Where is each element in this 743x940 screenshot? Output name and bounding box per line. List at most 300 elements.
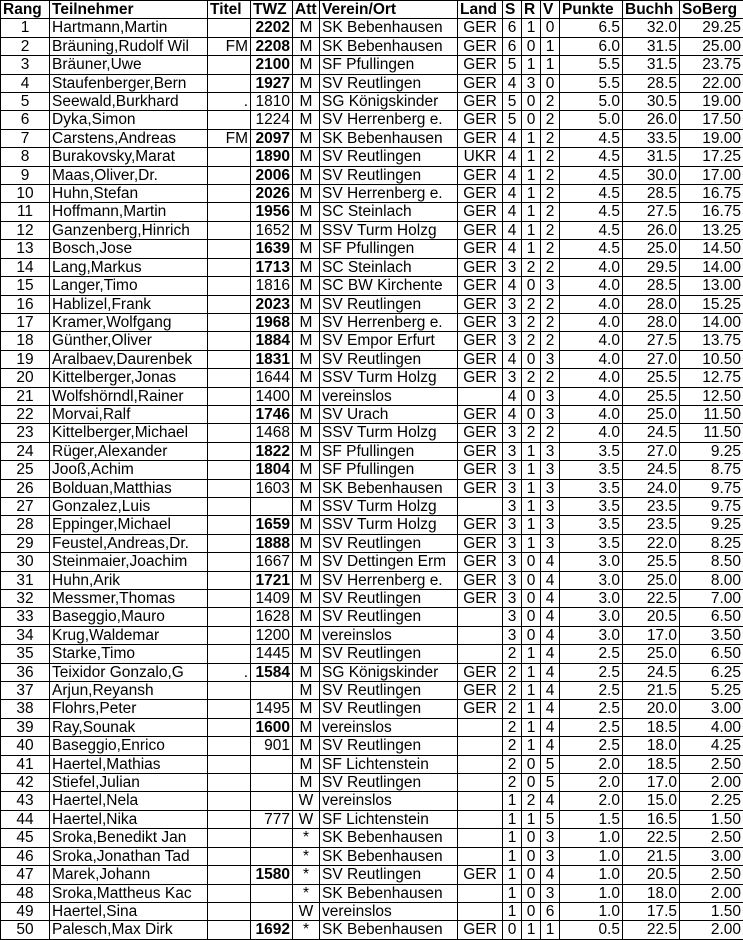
buchholz-cell: 24.5 bbox=[623, 461, 680, 479]
player-name-cell: Haertel,Sina bbox=[50, 902, 208, 920]
wins-cell: 3 bbox=[503, 497, 522, 515]
club-cell: SV Herrenberg e. bbox=[320, 313, 458, 331]
draws-cell: 2 bbox=[522, 313, 541, 331]
draws-cell: 1 bbox=[522, 56, 541, 74]
rang-cell: 12 bbox=[1, 221, 50, 239]
draws-cell: 1 bbox=[522, 700, 541, 718]
points-cell: 4.0 bbox=[560, 332, 623, 350]
sonneborn-berger-cell: 2.50 bbox=[680, 866, 743, 884]
points-cell: 6.0 bbox=[560, 37, 623, 55]
club-cell: SK Bebenhausen bbox=[320, 829, 458, 847]
rating-cell: 2202 bbox=[251, 19, 293, 37]
sonneborn-berger-cell: 3.00 bbox=[680, 847, 743, 865]
wins-cell: 5 bbox=[503, 93, 522, 111]
draws-cell: 1 bbox=[522, 221, 541, 239]
country-cell: GER bbox=[458, 19, 503, 37]
points-cell: 1.5 bbox=[560, 810, 623, 828]
club-cell: vereinslos bbox=[320, 626, 458, 644]
sonneborn-berger-cell: 2.50 bbox=[680, 755, 743, 773]
rating-cell: 1804 bbox=[251, 461, 293, 479]
sonneborn-berger-cell: 5.25 bbox=[680, 682, 743, 700]
draws-cell: 0 bbox=[522, 553, 541, 571]
player-name-cell: Kittelberger,Jonas bbox=[50, 369, 208, 387]
country-cell bbox=[458, 847, 503, 865]
attribute-cell: M bbox=[293, 277, 320, 295]
sonneborn-berger-cell: 6.25 bbox=[680, 663, 743, 681]
points-cell: 2.5 bbox=[560, 700, 623, 718]
losses-cell: 4 bbox=[541, 737, 560, 755]
buchholz-cell: 25.0 bbox=[623, 240, 680, 258]
title-cell bbox=[208, 461, 251, 479]
wins-cell: 1 bbox=[503, 810, 522, 828]
sonneborn-berger-cell: 7.00 bbox=[680, 590, 743, 608]
rang-cell: 18 bbox=[1, 332, 50, 350]
draws-cell: 1 bbox=[522, 240, 541, 258]
title-cell bbox=[208, 755, 251, 773]
title-cell bbox=[208, 295, 251, 313]
title-cell bbox=[208, 590, 251, 608]
wins-cell: 3 bbox=[503, 369, 522, 387]
title-cell bbox=[208, 737, 251, 755]
country-cell bbox=[458, 902, 503, 920]
rating-cell: 1468 bbox=[251, 424, 293, 442]
draws-cell: 0 bbox=[522, 387, 541, 405]
rating-cell: 1927 bbox=[251, 74, 293, 92]
rating-cell bbox=[251, 792, 293, 810]
draws-cell: 1 bbox=[522, 166, 541, 184]
title-cell bbox=[208, 148, 251, 166]
club-cell: SV Reutlingen bbox=[320, 74, 458, 92]
title-cell bbox=[208, 792, 251, 810]
table-row bbox=[1, 884, 743, 902]
buchholz-cell: 18.0 bbox=[623, 737, 680, 755]
club-cell: SV Reutlingen bbox=[320, 350, 458, 368]
draws-cell: 3 bbox=[522, 74, 541, 92]
buchholz-cell: 20.5 bbox=[623, 866, 680, 884]
club-cell: SV Herrenberg e. bbox=[320, 185, 458, 203]
club-cell: SV Urach bbox=[320, 405, 458, 423]
attribute-cell: M bbox=[293, 405, 320, 423]
wins-cell: 3 bbox=[503, 295, 522, 313]
sonneborn-berger-cell: 11.50 bbox=[680, 405, 743, 423]
sonneborn-berger-cell: 4.00 bbox=[680, 718, 743, 736]
draws-cell: 1 bbox=[522, 185, 541, 203]
country-cell: GER bbox=[458, 571, 503, 589]
losses-cell: 4 bbox=[541, 700, 560, 718]
table-row bbox=[1, 755, 743, 773]
draws-cell: 2 bbox=[522, 295, 541, 313]
attribute-cell: * bbox=[293, 884, 320, 902]
buchholz-cell: 25.5 bbox=[623, 553, 680, 571]
club-cell: SV Reutlingen bbox=[320, 166, 458, 184]
points-cell: 4.5 bbox=[560, 148, 623, 166]
table-row bbox=[1, 369, 743, 387]
sonneborn-berger-cell: 17.25 bbox=[680, 148, 743, 166]
attribute-cell: M bbox=[293, 258, 320, 276]
points-cell: 5.0 bbox=[560, 93, 623, 111]
wins-cell: 1 bbox=[503, 884, 522, 902]
player-name-cell: Jooß,Achim bbox=[50, 461, 208, 479]
club-cell: SV Reutlingen bbox=[320, 534, 458, 552]
rang-cell: 45 bbox=[1, 829, 50, 847]
sonneborn-berger-cell: 14.00 bbox=[680, 258, 743, 276]
buchholz-cell: 31.5 bbox=[623, 37, 680, 55]
player-name-cell: Eppinger,Michael bbox=[50, 516, 208, 534]
buchholz-cell: 29.5 bbox=[623, 258, 680, 276]
buchholz-cell: 18.5 bbox=[623, 718, 680, 736]
losses-cell: 4 bbox=[541, 792, 560, 810]
header-row bbox=[1, 1, 743, 19]
losses-cell: 3 bbox=[541, 497, 560, 515]
country-cell bbox=[458, 774, 503, 792]
player-name-cell: Gonzalez,Luis bbox=[50, 497, 208, 515]
buchholz-cell: 28.5 bbox=[623, 277, 680, 295]
rang-cell: 28 bbox=[1, 516, 50, 534]
table-row bbox=[1, 240, 743, 258]
draws-cell: 0 bbox=[522, 590, 541, 608]
rang-cell: 21 bbox=[1, 387, 50, 405]
wins-cell: 3 bbox=[503, 516, 522, 534]
country-cell: GER bbox=[458, 369, 503, 387]
player-name-cell: Starke,Timo bbox=[50, 645, 208, 663]
buchholz-cell: 32.0 bbox=[623, 19, 680, 37]
buchholz-cell: 27.0 bbox=[623, 350, 680, 368]
losses-cell: 2 bbox=[541, 203, 560, 221]
sonneborn-berger-cell: 9.25 bbox=[680, 442, 743, 460]
rang-cell: 36 bbox=[1, 663, 50, 681]
table-row bbox=[1, 277, 743, 295]
title-cell bbox=[208, 553, 251, 571]
losses-cell: 2 bbox=[541, 185, 560, 203]
losses-cell: 3 bbox=[541, 829, 560, 847]
wins-cell: 4 bbox=[503, 185, 522, 203]
country-cell bbox=[458, 755, 503, 773]
losses-cell: 5 bbox=[541, 774, 560, 792]
losses-cell: 2 bbox=[541, 166, 560, 184]
rang-cell: 43 bbox=[1, 792, 50, 810]
col-header-land: Land bbox=[458, 1, 503, 19]
club-cell: SK Bebenhausen bbox=[320, 19, 458, 37]
draws-cell: 0 bbox=[522, 277, 541, 295]
losses-cell: 3 bbox=[541, 350, 560, 368]
attribute-cell: M bbox=[293, 461, 320, 479]
player-name-cell: Staufenberger,Bern bbox=[50, 74, 208, 92]
player-name-cell: Hartmann,Martin bbox=[50, 19, 208, 37]
title-cell bbox=[208, 56, 251, 74]
sonneborn-berger-cell: 25.00 bbox=[680, 37, 743, 55]
club-cell: SV Reutlingen bbox=[320, 737, 458, 755]
title-cell bbox=[208, 902, 251, 920]
buchholz-cell: 30.5 bbox=[623, 93, 680, 111]
buchholz-cell: 15.0 bbox=[623, 792, 680, 810]
country-cell: GER bbox=[458, 313, 503, 331]
club-cell: SG Königskinder bbox=[320, 663, 458, 681]
club-cell: SF Pfullingen bbox=[320, 240, 458, 258]
title-cell bbox=[208, 516, 251, 534]
sonneborn-berger-cell: 2.00 bbox=[680, 921, 743, 939]
col-header-v: V bbox=[541, 1, 560, 19]
losses-cell: 4 bbox=[541, 663, 560, 681]
sonneborn-berger-cell: 12.50 bbox=[680, 387, 743, 405]
rang-cell: 40 bbox=[1, 737, 50, 755]
wins-cell: 1 bbox=[503, 866, 522, 884]
rating-cell bbox=[251, 884, 293, 902]
country-cell: GER bbox=[458, 185, 503, 203]
sonneborn-berger-cell: 13.00 bbox=[680, 277, 743, 295]
player-name-cell: Wolfshörndl,Rainer bbox=[50, 387, 208, 405]
player-name-cell: Dyka,Simon bbox=[50, 111, 208, 129]
attribute-cell: W bbox=[293, 810, 320, 828]
player-name-cell: Teixidor Gonzalo,G bbox=[50, 663, 208, 681]
losses-cell: 3 bbox=[541, 461, 560, 479]
rang-cell: 8 bbox=[1, 148, 50, 166]
club-cell: SSV Turm Holzg bbox=[320, 221, 458, 239]
attribute-cell: M bbox=[293, 590, 320, 608]
buchholz-cell: 33.5 bbox=[623, 129, 680, 147]
rang-cell: 46 bbox=[1, 847, 50, 865]
table-row bbox=[1, 774, 743, 792]
sonneborn-berger-cell: 13.25 bbox=[680, 221, 743, 239]
losses-cell: 4 bbox=[541, 571, 560, 589]
rang-cell: 34 bbox=[1, 626, 50, 644]
club-cell: SV Reutlingen bbox=[320, 295, 458, 313]
table-row bbox=[1, 921, 743, 939]
title-cell bbox=[208, 203, 251, 221]
attribute-cell: M bbox=[293, 166, 320, 184]
attribute-cell: W bbox=[293, 902, 320, 920]
player-name-cell: Günther,Oliver bbox=[50, 332, 208, 350]
table-row bbox=[1, 571, 743, 589]
losses-cell: 4 bbox=[541, 626, 560, 644]
points-cell: 4.5 bbox=[560, 129, 623, 147]
rating-cell bbox=[251, 774, 293, 792]
wins-cell: 3 bbox=[503, 608, 522, 626]
draws-cell: 1 bbox=[522, 737, 541, 755]
buchholz-cell: 26.0 bbox=[623, 221, 680, 239]
country-cell: GER bbox=[458, 534, 503, 552]
losses-cell: 4 bbox=[541, 682, 560, 700]
club-cell: SV Reutlingen bbox=[320, 774, 458, 792]
country-cell: GER bbox=[458, 442, 503, 460]
losses-cell: 1 bbox=[541, 56, 560, 74]
points-cell: 3.5 bbox=[560, 497, 623, 515]
table-row bbox=[1, 350, 743, 368]
buchholz-cell: 20.0 bbox=[623, 700, 680, 718]
sonneborn-berger-cell: 6.50 bbox=[680, 608, 743, 626]
wins-cell: 3 bbox=[503, 571, 522, 589]
sonneborn-berger-cell: 4.25 bbox=[680, 737, 743, 755]
sonneborn-berger-cell: 17.50 bbox=[680, 111, 743, 129]
draws-cell: 0 bbox=[522, 755, 541, 773]
buchholz-cell: 24.0 bbox=[623, 479, 680, 497]
attribute-cell: M bbox=[293, 516, 320, 534]
attribute-cell: M bbox=[293, 350, 320, 368]
country-cell bbox=[458, 884, 503, 902]
country-cell: GER bbox=[458, 129, 503, 147]
rating-cell bbox=[251, 682, 293, 700]
country-cell: GER bbox=[458, 663, 503, 681]
wins-cell: 6 bbox=[503, 37, 522, 55]
losses-cell: 4 bbox=[541, 718, 560, 736]
attribute-cell: M bbox=[293, 700, 320, 718]
title-cell bbox=[208, 221, 251, 239]
sonneborn-berger-cell: 13.75 bbox=[680, 332, 743, 350]
col-header-s: S bbox=[503, 1, 522, 19]
table-row bbox=[1, 866, 743, 884]
rating-cell: 1831 bbox=[251, 350, 293, 368]
points-cell: 3.0 bbox=[560, 590, 623, 608]
draws-cell: 1 bbox=[522, 203, 541, 221]
country-cell: GER bbox=[458, 516, 503, 534]
wins-cell: 3 bbox=[503, 258, 522, 276]
player-name-cell: Seewald,Burkhard bbox=[50, 93, 208, 111]
losses-cell: 4 bbox=[541, 608, 560, 626]
title-cell bbox=[208, 166, 251, 184]
wins-cell: 4 bbox=[503, 166, 522, 184]
buchholz-cell: 18.5 bbox=[623, 755, 680, 773]
rang-cell: 30 bbox=[1, 553, 50, 571]
table-row bbox=[1, 700, 743, 718]
attribute-cell: M bbox=[293, 221, 320, 239]
losses-cell: 2 bbox=[541, 332, 560, 350]
rating-cell: 1200 bbox=[251, 626, 293, 644]
attribute-cell: M bbox=[293, 313, 320, 331]
buchholz-cell: 24.5 bbox=[623, 424, 680, 442]
title-cell bbox=[208, 350, 251, 368]
table-row bbox=[1, 645, 743, 663]
points-cell: 3.5 bbox=[560, 534, 623, 552]
attribute-cell: M bbox=[293, 240, 320, 258]
buchholz-cell: 21.5 bbox=[623, 847, 680, 865]
attribute-cell: M bbox=[293, 479, 320, 497]
table-row bbox=[1, 718, 743, 736]
buchholz-cell: 28.0 bbox=[623, 295, 680, 313]
rating-cell: 1884 bbox=[251, 332, 293, 350]
rang-cell: 20 bbox=[1, 369, 50, 387]
club-cell: SSV Turm Holzg bbox=[320, 497, 458, 515]
table-row bbox=[1, 497, 743, 515]
points-cell: 5.0 bbox=[560, 111, 623, 129]
sonneborn-berger-cell: 16.75 bbox=[680, 203, 743, 221]
club-cell: SK Bebenhausen bbox=[320, 884, 458, 902]
country-cell bbox=[458, 737, 503, 755]
player-name-cell: Sroka,Mattheus Kac bbox=[50, 884, 208, 902]
rating-cell: 2100 bbox=[251, 56, 293, 74]
draws-cell: 0 bbox=[522, 774, 541, 792]
title-cell: FM bbox=[208, 129, 251, 147]
attribute-cell: * bbox=[293, 921, 320, 939]
points-cell: 3.0 bbox=[560, 626, 623, 644]
table-row bbox=[1, 56, 743, 74]
losses-cell: 3 bbox=[541, 479, 560, 497]
draws-cell: 0 bbox=[522, 37, 541, 55]
buchholz-cell: 31.5 bbox=[623, 148, 680, 166]
losses-cell: 1 bbox=[541, 37, 560, 55]
attribute-cell: M bbox=[293, 129, 320, 147]
table-row bbox=[1, 516, 743, 534]
points-cell: 3.5 bbox=[560, 479, 623, 497]
wins-cell: 3 bbox=[503, 313, 522, 331]
title-cell bbox=[208, 682, 251, 700]
player-name-cell: Bräuner,Uwe bbox=[50, 56, 208, 74]
rang-cell: 38 bbox=[1, 700, 50, 718]
buchholz-cell: 27.5 bbox=[623, 332, 680, 350]
table-row bbox=[1, 111, 743, 129]
buchholz-cell: 22.5 bbox=[623, 921, 680, 939]
club-cell: vereinslos bbox=[320, 387, 458, 405]
losses-cell: 2 bbox=[541, 221, 560, 239]
rang-cell: 50 bbox=[1, 921, 50, 939]
club-cell: SK Bebenhausen bbox=[320, 847, 458, 865]
points-cell: 4.0 bbox=[560, 295, 623, 313]
rang-cell: 49 bbox=[1, 902, 50, 920]
sonneborn-berger-cell: 2.00 bbox=[680, 774, 743, 792]
rang-cell: 13 bbox=[1, 240, 50, 258]
table-row bbox=[1, 479, 743, 497]
table-row bbox=[1, 405, 743, 423]
rating-cell: 1968 bbox=[251, 313, 293, 331]
points-cell: 4.5 bbox=[560, 221, 623, 239]
sonneborn-berger-cell: 8.00 bbox=[680, 571, 743, 589]
country-cell: GER bbox=[458, 405, 503, 423]
rang-cell: 5 bbox=[1, 93, 50, 111]
club-cell: SF Pfullingen bbox=[320, 461, 458, 479]
rang-cell: 16 bbox=[1, 295, 50, 313]
col-header-soberg: SoBerg bbox=[680, 1, 743, 19]
wins-cell: 4 bbox=[503, 240, 522, 258]
buchholz-cell: 28.0 bbox=[623, 313, 680, 331]
title-cell bbox=[208, 313, 251, 331]
rang-cell: 24 bbox=[1, 442, 50, 460]
buchholz-cell: 25.0 bbox=[623, 645, 680, 663]
player-name-cell: Lang,Markus bbox=[50, 258, 208, 276]
wins-cell: 2 bbox=[503, 663, 522, 681]
sonneborn-berger-cell: 9.75 bbox=[680, 479, 743, 497]
wins-cell: 4 bbox=[503, 405, 522, 423]
points-cell: 4.0 bbox=[560, 405, 623, 423]
sonneborn-berger-cell: 12.75 bbox=[680, 369, 743, 387]
buchholz-cell: 28.5 bbox=[623, 185, 680, 203]
points-cell: 3.5 bbox=[560, 461, 623, 479]
title-cell bbox=[208, 185, 251, 203]
losses-cell: 0 bbox=[541, 74, 560, 92]
attribute-cell: M bbox=[293, 37, 320, 55]
points-cell: 0.5 bbox=[560, 921, 623, 939]
col-header-punkte: Punkte bbox=[560, 1, 623, 19]
losses-cell: 6 bbox=[541, 902, 560, 920]
club-cell: SV Empor Erfurt bbox=[320, 332, 458, 350]
title-cell bbox=[208, 277, 251, 295]
wins-cell: 3 bbox=[503, 424, 522, 442]
buchholz-cell: 20.5 bbox=[623, 608, 680, 626]
sonneborn-berger-cell: 8.50 bbox=[680, 553, 743, 571]
title-cell bbox=[208, 571, 251, 589]
points-cell: 2.0 bbox=[560, 755, 623, 773]
draws-cell: 0 bbox=[522, 626, 541, 644]
attribute-cell: * bbox=[293, 866, 320, 884]
club-cell: SK Bebenhausen bbox=[320, 921, 458, 939]
table-row bbox=[1, 737, 743, 755]
club-cell: SV Reutlingen bbox=[320, 645, 458, 663]
losses-cell: 3 bbox=[541, 534, 560, 552]
losses-cell: 5 bbox=[541, 810, 560, 828]
buchholz-cell: 17.5 bbox=[623, 902, 680, 920]
player-name-cell: Haertel,Mathias bbox=[50, 755, 208, 773]
rating-cell: 1584 bbox=[251, 663, 293, 681]
country-cell: GER bbox=[458, 258, 503, 276]
draws-cell: 1 bbox=[522, 810, 541, 828]
draws-cell: 0 bbox=[522, 571, 541, 589]
